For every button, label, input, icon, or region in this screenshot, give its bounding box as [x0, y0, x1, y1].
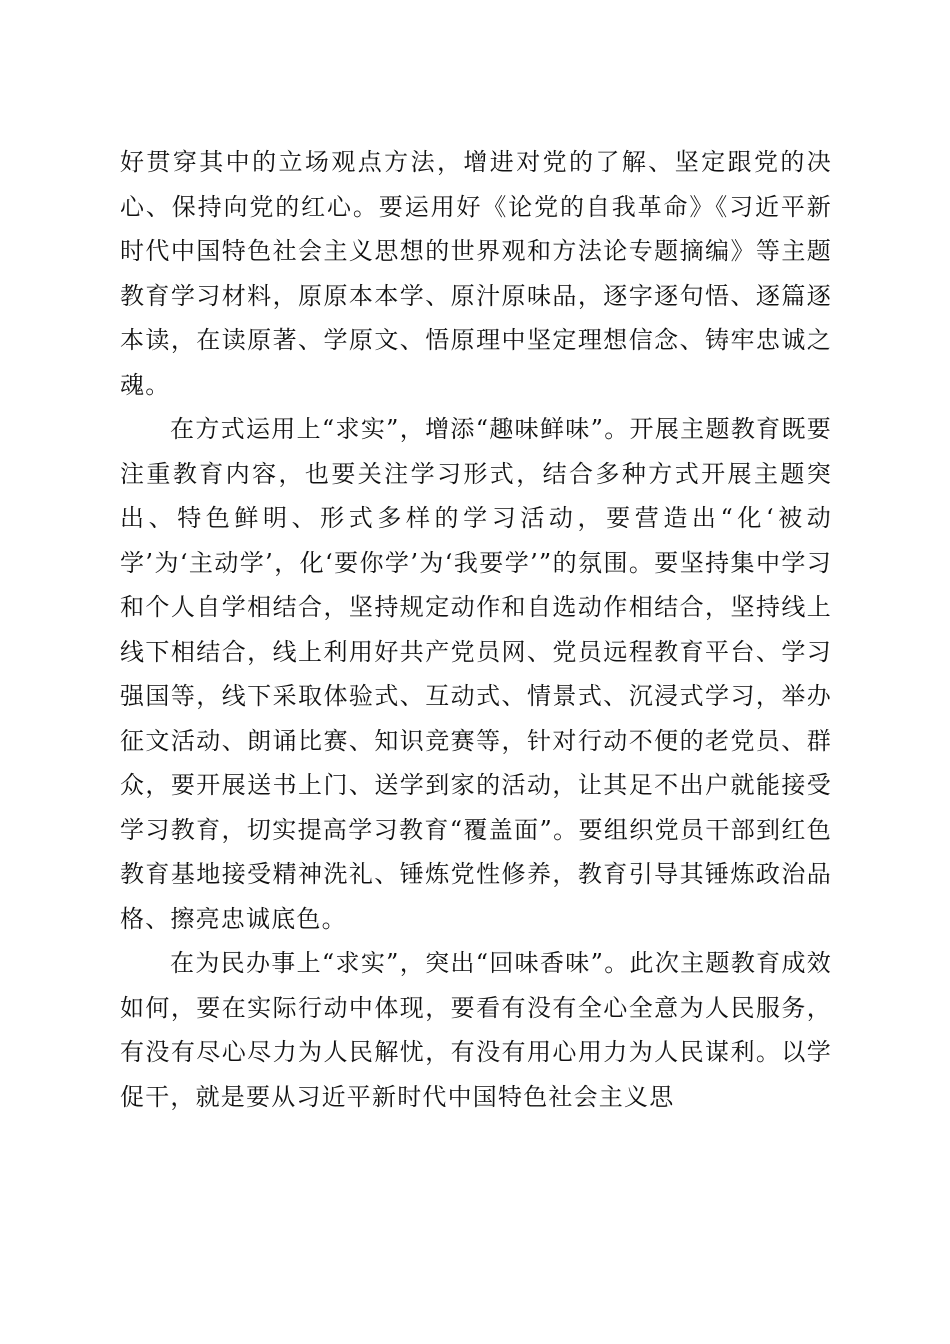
paragraph-continuation: 好贯穿其中的立场观点方法，增进对党的了解、坚定跟党的决心、保持向党的红心。要运用好《论党的自我革命》《习近平新时代中国特色社会主义思想的世界观和方法论专题摘编》等主题教育学习材料，原原本本学、原汁原味品，逐字逐句悟、逐篇逐本读，在读原著、学原文、悟原理中坚定理想信念、铸牢忠诚之魂。 [120, 148, 832, 399]
paragraph-method: 在方式运用上“求实”，增添“趣味鲜味”。开展主题教育既要注重教育内容，也要关注学习形式，结合多种方式开展主题突出、特色鲜明、形式多样的学习活动，要营造出“化‘被动学’为‘主动学’，化‘要你学’为‘我要学’”的氛围。要坚持集中学习和个人自学相结合，坚持规定动作和自选动作相结合，坚持线上线下相结合，线上利用好共产党员网、党员远程教育平台、学习强国等，线下采取体验式、互动式、情景式、沉浸式学习，举办征文活动、朗诵比赛、知识竞赛等，针对行动不便的老党员、群众，要开展送书上门、送学到家的活动，让其足不出户就能接受学习教育，切实提高学习教育“覆盖面”。要组织党员干部到红色教育基地接受精神洗礼、锤炼党性修养，教育引导其锤炼政治品格、擦亮忠诚底色。 [120, 415, 832, 933]
document-body [120, 140, 832, 1119]
paragraph-service: 在为民办事上“求实”，突出“回味香味”。此次主题教育成效如何，要在实际行动中体现，要看有没有全心全意为人民服务，有没有尽心尽力为人民解忧，有没有用心用力为人民谋利。以学促干，就是要从习近平新时代中国特色社会主义思 [120, 949, 832, 1111]
